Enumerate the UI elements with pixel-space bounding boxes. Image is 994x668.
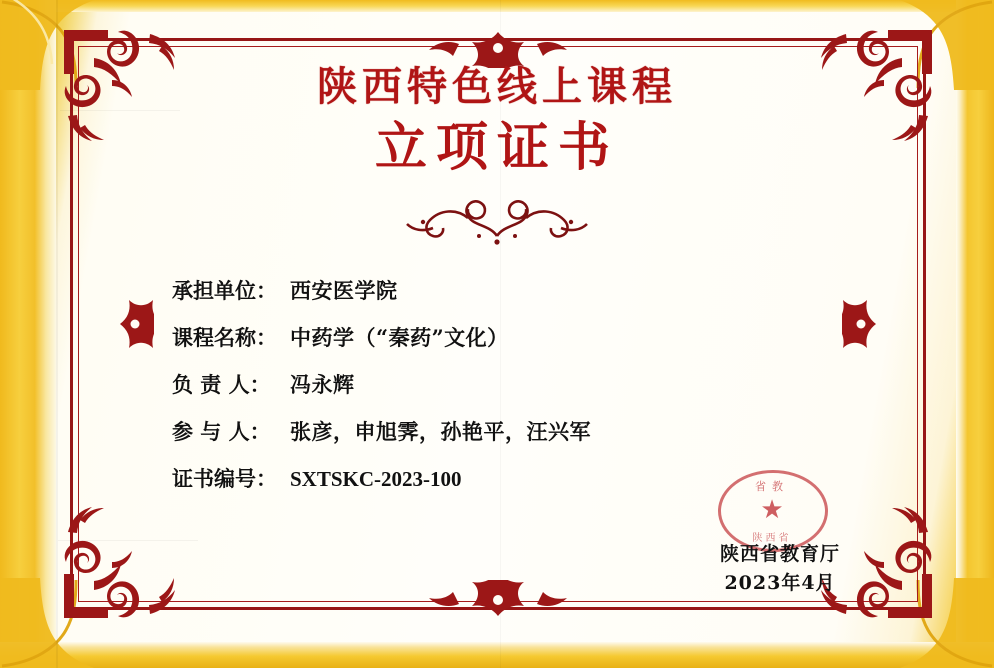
star-icon: ★: [760, 495, 784, 524]
border-corner-filigree-icon: [58, 506, 190, 624]
field-row-participants: [172, 416, 812, 446]
gold-frame-top: [0, 0, 994, 12]
certificate-title-line1: 陕西特色线上课程: [317, 63, 677, 110]
field-value-course-name: 中药学（“秦药”文化）: [290, 325, 509, 350]
field-value-certificate-number: SXTSKC-2023-100: [290, 467, 462, 491]
gold-frame-bottom: [0, 642, 994, 668]
border-right-center-ornament-icon: [842, 249, 880, 399]
field-label-course-name: 课程名称：: [172, 325, 277, 350]
issuer-name: 陕西省教育厅: [719, 543, 840, 565]
field-label-leader: 负 责 人：: [172, 372, 271, 397]
official-seal: [718, 470, 826, 550]
field-value-participants: 张彦，申旭霁，孙艳平，汪兴军: [290, 419, 591, 444]
field-label-institution: 承担单位：: [172, 278, 277, 303]
border-left-center-ornament-icon: [116, 249, 154, 399]
field-row-institution: [172, 275, 812, 305]
field-row-certificate-number: [172, 463, 812, 493]
issue-date: 2023年4月: [724, 572, 836, 594]
field-label-participants: 参 与 人：: [172, 419, 271, 444]
field-row-leader: [172, 369, 812, 399]
field-value-institution: 西安医学院: [290, 278, 398, 303]
field-value-leader: 冯永辉: [290, 372, 355, 397]
border-bottom-center-ornament-icon: [403, 580, 593, 620]
field-label-certificate-number: 证书编号：: [172, 466, 277, 491]
certificate-fields: [172, 275, 812, 510]
issuer-block: [690, 540, 870, 598]
certificate-title-line2: 立项证书: [374, 117, 619, 178]
field-row-course-name: [172, 322, 812, 352]
certificate-title-block: [0, 62, 994, 180]
seal-text-bottom: 陕西省: [752, 533, 792, 544]
heart-swirl-divider-icon: [367, 196, 627, 248]
seal-text-top: 省教: [755, 481, 789, 493]
